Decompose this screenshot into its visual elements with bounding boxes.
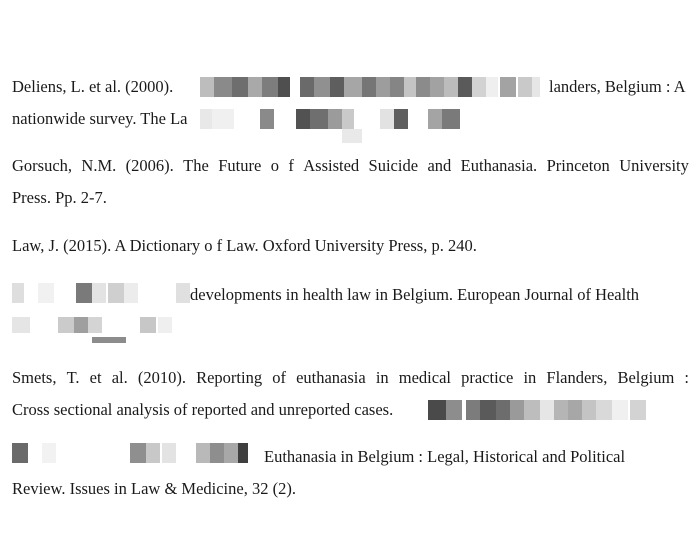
reference-gorsuch [12, 150, 689, 214]
reference-line [12, 394, 689, 426]
reference-text: Gorsuch, N.M. (2006). The Future o f Assisted Suicide and Euthanasia. Princeton University [12, 156, 689, 175]
reference-law [12, 230, 689, 262]
reference-line [12, 150, 689, 182]
reference-text: Deliens, L. et al. (2000). [12, 77, 174, 96]
reference-text: landers, Belgium : A [549, 77, 686, 96]
reference-text: developments in health law in Belgium. European Journal of Health [190, 285, 640, 304]
reference-line [12, 103, 689, 135]
reference-euthanasia-belgium [12, 441, 689, 505]
redacted-block [12, 443, 248, 463]
reference-deliens [12, 71, 689, 135]
reference-line [12, 311, 689, 343]
redacted-block [12, 283, 192, 303]
reference-text: Review. Issues in Law & Medicine, 32 (2). [12, 479, 296, 498]
reference-text: nationwide survey. The La [12, 109, 188, 128]
redacted-block [428, 400, 646, 420]
reference-line [12, 441, 689, 473]
reference-text: Cross sectional analysis of reported and unreported cases. [12, 400, 394, 419]
reference-line [12, 473, 689, 505]
redacted-block [342, 129, 362, 143]
reference-line [12, 362, 689, 394]
reference-text: Smets, T. et al. (2010). Reporting of euthanasia in medical practice in Flanders, Belgium : [12, 368, 689, 387]
reference-text: Law, J. (2015). A Dictionary o f Law. Oxford University Press, p. 240. [12, 236, 477, 255]
redacted-block [200, 109, 462, 129]
reference-line [12, 71, 689, 103]
reference-health-law [12, 279, 689, 343]
reference-text: Press. Pp. 2-7. [12, 188, 107, 207]
redacted-block [200, 77, 540, 97]
reference-line [12, 230, 689, 262]
reference-smets [12, 362, 689, 426]
reference-text: Euthanasia in Belgium : Legal, Historical and Political [264, 447, 626, 466]
reference-line [12, 182, 689, 214]
reference-line [12, 279, 689, 311]
redacted-block [12, 317, 182, 343]
